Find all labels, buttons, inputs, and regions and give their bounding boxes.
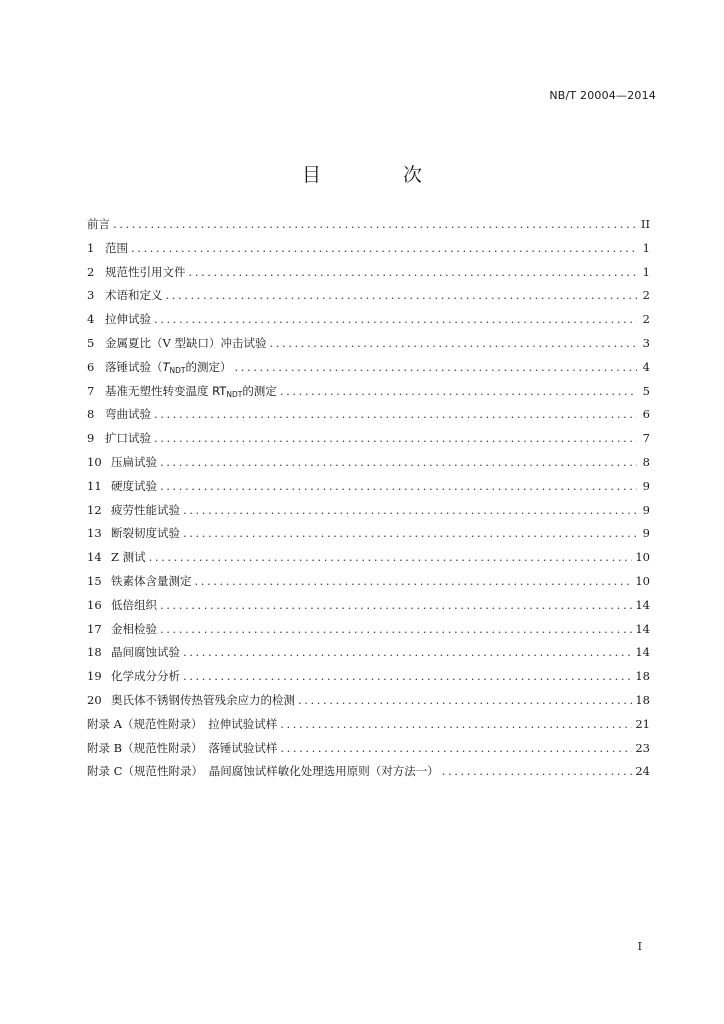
toc-entry-title: 硬度试验 (111, 478, 157, 493)
toc-leader-dots (183, 503, 637, 517)
toc-entry-page: 18 (635, 692, 650, 707)
toc-entry[interactable] (87, 359, 650, 383)
toc-leader-dots (280, 384, 637, 398)
toc-entry-page: 6 (642, 407, 650, 422)
toc-entry-title: 弯曲试验 (105, 407, 151, 422)
toc-entry-page: 9 (642, 526, 650, 541)
toc-leader-dots (154, 431, 637, 445)
toc-leader-dots (442, 764, 633, 778)
toc-entry-title (105, 383, 277, 399)
toc-entry-page: 2 (642, 288, 650, 303)
toc-leader-dots (149, 550, 633, 564)
footer-page-number: I (637, 940, 642, 953)
toc-entry-number: 16 (87, 597, 102, 612)
toc-entry[interactable] (87, 335, 650, 359)
toc-entry-number: 9 (87, 431, 95, 446)
toc-leader-dots (154, 312, 637, 326)
toc-entry[interactable] (87, 502, 650, 526)
toc-leader-dots (113, 217, 637, 231)
toc-entry[interactable] (87, 740, 650, 764)
toc-entry[interactable] (87, 573, 650, 597)
toc-entry-page: 9 (642, 478, 650, 493)
toc-entry-title: 金属夏比（V 型缺口）冲击试验 (105, 335, 267, 350)
toc-leader-dots (280, 717, 632, 731)
toc-entry-title: 前言 (87, 217, 110, 231)
toc-entry-title: Z 测试 (111, 550, 146, 565)
toc-entry-page: 4 (642, 359, 650, 374)
toc-entry-subscript: NDT (169, 365, 186, 375)
toc-leader-dots (166, 288, 638, 302)
toc-entry-page: 24 (635, 764, 650, 779)
toc-entry-number: 4 (87, 312, 95, 327)
toc-entry-number: 12 (87, 502, 102, 517)
toc-entry-number: 1 (87, 240, 95, 255)
toc-entry-page: II (640, 217, 650, 231)
toc-leader-dots (298, 693, 632, 707)
toc-list (87, 216, 650, 787)
toc-entry-number: 2 (87, 264, 95, 279)
toc-entry-title: 规范性引用文件 (105, 264, 186, 279)
toc-entry-title: 化学成分分析 (111, 669, 180, 684)
toc-title: 目 次 (301, 164, 461, 186)
toc-entry[interactable] (87, 216, 650, 240)
toc-entry-title-part: 落锤试验（ (105, 359, 163, 374)
toc-entry-number: 17 (87, 621, 102, 636)
toc-entry[interactable] (87, 311, 650, 335)
toc-entry-number: 11 (87, 478, 102, 493)
toc-entry-number: 3 (87, 288, 95, 303)
standard-number: NB/T 20004—2014 (549, 89, 656, 102)
toc-leader-dots (160, 598, 632, 612)
toc-leader-dots (183, 645, 632, 659)
toc-entry-title: 附录 C（规范性附录） 晶间腐蚀试样敏化处理选用原则（对方法一） (87, 764, 439, 779)
toc-entry[interactable] (87, 621, 650, 645)
toc-entry-number: 5 (87, 335, 95, 350)
toc-entry[interactable] (87, 525, 650, 549)
toc-entry[interactable] (87, 692, 650, 716)
toc-leader-dots (189, 265, 638, 279)
toc-entry-page: 1 (642, 240, 650, 255)
toc-entry[interactable] (87, 383, 650, 407)
toc-leader-dots (183, 526, 637, 540)
toc-entry-page: 8 (642, 454, 650, 469)
toc-entry-number: 19 (87, 669, 102, 684)
toc-leader-dots (154, 407, 637, 421)
toc-entry-title: 断裂韧度试验 (111, 526, 180, 541)
toc-entry-page: 21 (635, 716, 650, 731)
toc-entry-page: 10 (635, 573, 650, 588)
toc-entry[interactable] (87, 668, 650, 692)
toc-entry-title (105, 359, 232, 375)
toc-leader-dots (183, 669, 632, 683)
toc-leader-dots (280, 741, 632, 755)
toc-entry-page: 14 (635, 597, 650, 612)
toc-entry-title: 扩口试验 (105, 431, 151, 446)
toc-entry-page: 1 (642, 264, 650, 279)
toc-entry[interactable] (87, 597, 650, 621)
toc-entry-symbol: RT (212, 383, 227, 398)
toc-entry[interactable] (87, 549, 650, 573)
toc-entry-title: 术语和定义 (105, 288, 163, 303)
toc-entry-title: 范围 (105, 240, 128, 255)
toc-entry-title: 低倍组织 (111, 597, 157, 612)
toc-entry-page: 3 (642, 335, 650, 350)
toc-entry-page: 7 (642, 431, 650, 446)
toc-entry-title: 奥氏体不锈钢传热管残余应力的检测 (111, 692, 295, 707)
toc-entry[interactable] (87, 644, 650, 668)
toc-leader-dots (235, 360, 638, 374)
toc-entry[interactable] (87, 287, 650, 311)
toc-entry-title: 拉伸试验 (105, 312, 151, 327)
toc-entry-page: 14 (635, 621, 650, 636)
toc-entry[interactable] (87, 763, 650, 787)
toc-leader-dots (160, 479, 637, 493)
toc-leader-dots (269, 336, 637, 350)
toc-entry-title-part: 的测定 (242, 383, 277, 398)
toc-entry-number: 18 (87, 645, 102, 660)
toc-entry[interactable] (87, 478, 650, 502)
toc-entry[interactable] (87, 430, 650, 454)
toc-entry-title: 晶间腐蚀试验 (111, 645, 180, 660)
toc-entry-number: 14 (87, 550, 102, 565)
toc-entry-title-part: 的测定） (185, 359, 232, 374)
toc-entry-number: 15 (87, 573, 102, 588)
toc-entry-number: 8 (87, 407, 95, 422)
toc-entry-title: 压扁试验 (111, 454, 157, 469)
toc-entry[interactable] (87, 240, 650, 264)
toc-leader-dots (160, 622, 632, 636)
toc-entry-page: 18 (635, 669, 650, 684)
toc-entry-page: 23 (635, 740, 650, 755)
toc-leader-dots (131, 241, 637, 255)
toc-entry-page: 10 (635, 550, 650, 565)
toc-entry-title: 附录 A（规范性附录） 拉伸试验试样 (87, 716, 278, 731)
toc-entry-page: 5 (642, 383, 650, 398)
toc-entry[interactable] (87, 716, 650, 740)
toc-entry-title: 铁素体含量测定 (111, 573, 192, 588)
toc-entry-number: 13 (87, 526, 102, 541)
toc-entry-page: 14 (635, 645, 650, 660)
toc-leader-dots (160, 455, 637, 469)
toc-entry[interactable] (87, 264, 650, 288)
toc-entry-title-part: 基准无塑性转变温度 (105, 383, 213, 398)
toc-entry[interactable] (87, 454, 650, 478)
toc-entry-title: 附录 B（规范性附录） 落锤试验试样 (87, 740, 278, 755)
toc-entry-page: 2 (642, 312, 650, 327)
toc-entry-number: 20 (87, 692, 102, 707)
toc-entry-title: 金相检验 (111, 621, 157, 636)
toc-entry-title: 疲劳性能试验 (111, 502, 180, 517)
toc-entry-subscript: NDT (226, 389, 243, 399)
toc-entry-number: 7 (87, 383, 95, 398)
toc-entry-symbol: T (162, 359, 170, 374)
toc-entry-page: 9 (642, 502, 650, 517)
toc-entry-number: 10 (87, 454, 102, 469)
toc-leader-dots (195, 574, 633, 588)
toc-entry-number: 6 (87, 359, 95, 374)
toc-entry[interactable] (87, 406, 650, 430)
